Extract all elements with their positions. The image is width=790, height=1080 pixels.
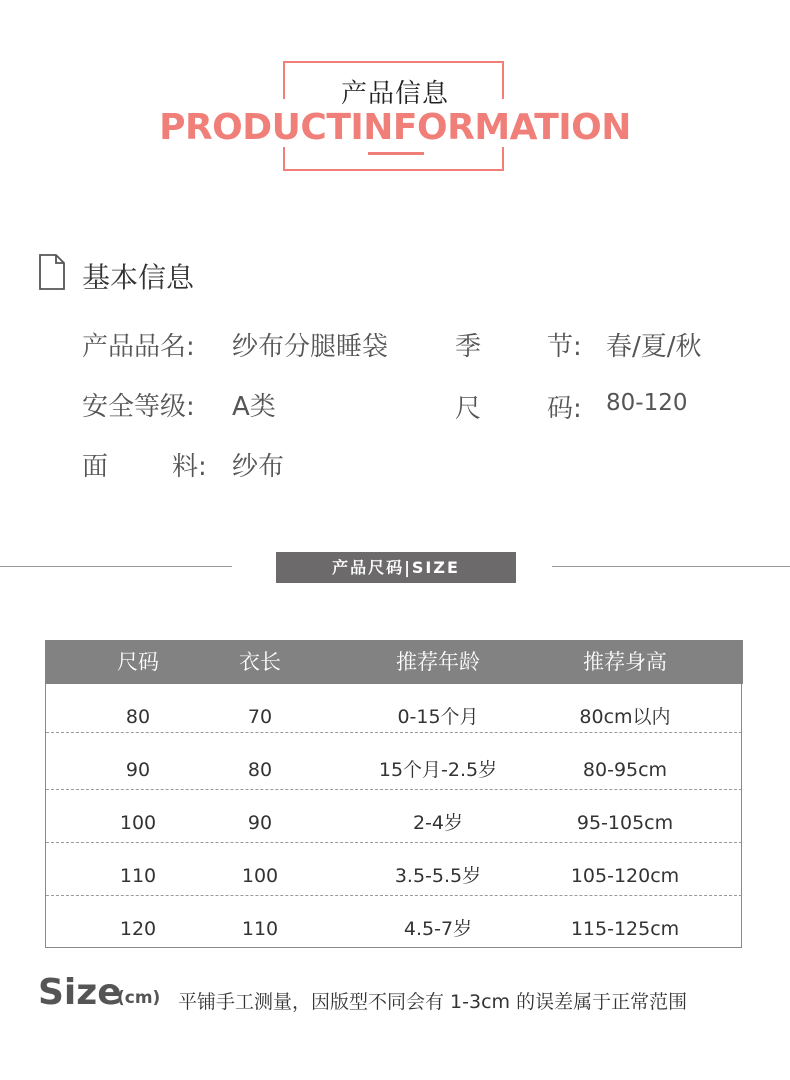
header-cell-height: 推荐身高: [583, 650, 667, 674]
table-cell: 70: [247, 706, 273, 728]
row-separator: [46, 789, 742, 790]
table-cell: 3.5-5.5岁: [394, 865, 482, 887]
table-cell: 80cm以内: [579, 706, 671, 728]
row-separator: [46, 895, 742, 896]
header-title-cn: 产品信息: [340, 79, 449, 109]
safety-label: 安全等级:: [82, 392, 195, 422]
table-cell: 100: [119, 812, 157, 834]
table-cell: 110: [119, 865, 157, 887]
table-cell: 80-95cm: [582, 759, 668, 781]
header-frame-bottom-right: [502, 147, 504, 171]
size-label-1: 尺: [455, 394, 482, 424]
safety-value: A类: [232, 392, 276, 422]
row-separator: [46, 732, 742, 733]
season-label-2: 节:: [547, 332, 582, 362]
table-cell: 0-15个月: [397, 706, 479, 728]
document-icon: [38, 254, 66, 290]
table-cell: 115-125cm: [570, 918, 680, 940]
table-cell: 120: [119, 918, 157, 940]
table-cell: 110: [241, 918, 279, 940]
table-cell: 105-120cm: [570, 865, 680, 887]
header-frame-top: [283, 61, 504, 63]
fabric-label-1: 面: [82, 452, 109, 482]
table-cell: 80: [125, 706, 151, 728]
product-name-label: 产品品名:: [82, 332, 195, 362]
header-underline: [368, 152, 424, 155]
header-frame-bottom: [283, 169, 504, 171]
header-cell-length: 衣长: [239, 650, 281, 674]
header-cell-size: 尺码: [117, 650, 159, 674]
table-cell: 90: [247, 812, 273, 834]
divider-right: [552, 566, 790, 567]
product-name-value: 纱布分腿睡袋: [232, 332, 389, 362]
fabric-label-2: 料:: [172, 452, 207, 482]
divider-left: [0, 566, 232, 567]
table-cell: 4.5-7岁: [403, 918, 473, 940]
table-cell: 2-4岁: [412, 812, 464, 834]
size-label-2: 码:: [547, 394, 582, 424]
table-cell: 100: [241, 865, 279, 887]
header-title-en: PRODUCTINFORMATION: [159, 107, 631, 148]
size-banner: 产品尺码|SIZE: [276, 552, 516, 583]
size-word: Size: [38, 972, 122, 1013]
table-cell: 90: [125, 759, 151, 781]
table-cell: 80: [247, 759, 273, 781]
table-cell: 95-105cm: [576, 812, 674, 834]
row-separator: [46, 842, 742, 843]
season-value: 春/夏/秋: [606, 332, 702, 362]
size-value: 80-120: [606, 390, 688, 416]
size-unit: (cm): [117, 988, 161, 1008]
fabric-value: 纱布: [232, 452, 285, 482]
header-frame-bottom-left: [283, 147, 285, 171]
header-cell-age: 推荐年龄: [396, 650, 480, 674]
season-label-1: 季: [455, 332, 482, 362]
section-title-basic-info: 基本信息: [82, 261, 195, 294]
table-cell: 15个月-2.5岁: [378, 759, 498, 781]
measurement-note: 平铺手工测量，因版型不同会有 1-3cm 的误差属于正常范围: [178, 991, 688, 1013]
